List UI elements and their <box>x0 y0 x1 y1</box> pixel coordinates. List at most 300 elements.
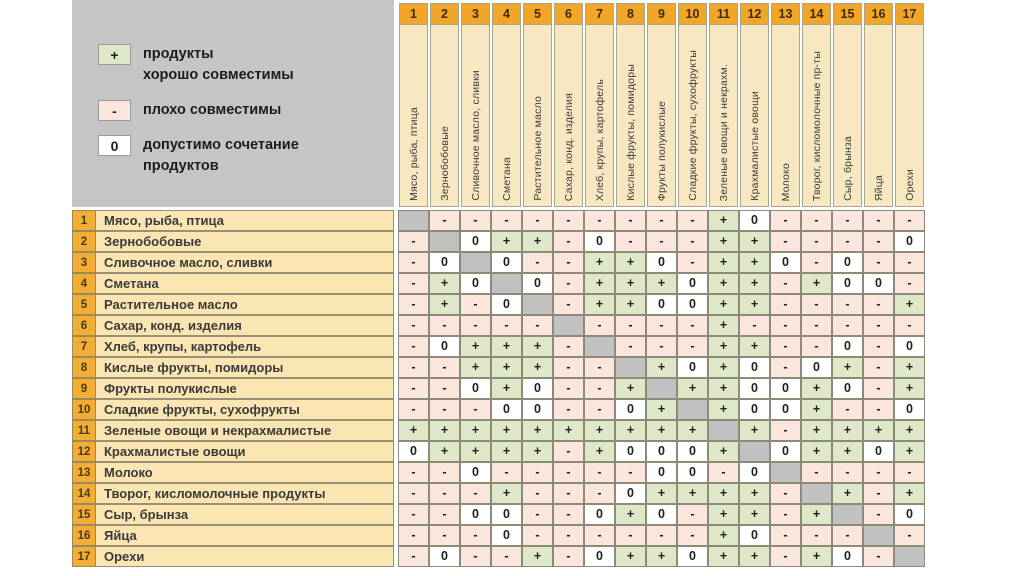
matrix-cell-r10-c3: - <box>460 399 491 420</box>
matrix-cell-r16-c11: + <box>708 525 739 546</box>
matrix-cell-r5-c6: - <box>553 294 584 315</box>
table-row-11 <box>72 420 925 441</box>
matrix-cell-r8-c9: + <box>646 357 677 378</box>
matrix-cell-r6-c1: - <box>398 315 429 336</box>
row-number: 11 <box>72 420 96 441</box>
row-number: 17 <box>72 546 96 567</box>
matrix-cell-r3-c15: 0 <box>832 252 863 273</box>
matrix-cell-r5-c15: - <box>832 294 863 315</box>
matrix-cell-r13-c7: - <box>584 462 615 483</box>
matrix-cell-r1-c12: 0 <box>739 210 770 231</box>
matrix-cell-r4-c17: - <box>894 273 925 294</box>
matrix-cell-r14-c15: + <box>832 483 863 504</box>
column-header-12 <box>739 0 770 207</box>
matrix-cell-r13-c13 <box>770 462 801 483</box>
matrix-cell-r7-c17: 0 <box>894 336 925 357</box>
matrix-cell-r6-c14: - <box>801 315 832 336</box>
column-number: 12 <box>741 4 768 25</box>
matrix-cell-r4-c11: + <box>708 273 739 294</box>
matrix-cell-r10-c7: - <box>584 399 615 420</box>
header-row <box>72 0 925 207</box>
column-header-7 <box>584 0 615 207</box>
matrix-cell-r15-c1: - <box>398 504 429 525</box>
table-row-9 <box>72 378 925 399</box>
food-compatibility-slide <box>72 0 925 567</box>
matrix-cell-r12-c11: + <box>708 441 739 462</box>
matrix-cell-r5-c5 <box>522 294 553 315</box>
matrix-cell-r7-c12: + <box>739 336 770 357</box>
matrix-cell-r15-c5: - <box>522 504 553 525</box>
row-number: 15 <box>72 504 96 525</box>
matrix-cell-r9-c11: + <box>708 378 739 399</box>
matrix-cell-r3-c12: + <box>739 252 770 273</box>
matrix-cell-r4-c1: - <box>398 273 429 294</box>
column-number: 10 <box>679 4 706 25</box>
matrix-cell-r14-c7: - <box>584 483 615 504</box>
matrix-cell-r11-c17: + <box>894 420 925 441</box>
matrix-cell-r5-c13: - <box>770 294 801 315</box>
good-symbol-swatch: + <box>98 44 131 65</box>
matrix-cell-r17-c6: - <box>553 546 584 567</box>
matrix-cell-r17-c8: + <box>615 546 646 567</box>
matrix-cell-r8-c5: + <box>522 357 553 378</box>
matrix-cell-r6-c6 <box>553 315 584 336</box>
row-number: 4 <box>72 273 96 294</box>
matrix-cell-r10-c4: 0 <box>491 399 522 420</box>
matrix-cell-r14-c10: + <box>677 483 708 504</box>
matrix-cell-r16-c4: 0 <box>491 525 522 546</box>
matrix-cell-r14-c2: - <box>429 483 460 504</box>
row-number: 10 <box>72 399 96 420</box>
table-row-5 <box>72 294 925 315</box>
matrix-cell-r17-c17 <box>894 546 925 567</box>
row-label: Сладкие фрукты, сухофрукты <box>96 399 394 420</box>
matrix-cell-r12-c7: + <box>584 441 615 462</box>
matrix-cell-r8-c16: - <box>863 357 894 378</box>
matrix-cell-r4-c7: + <box>584 273 615 294</box>
matrix-cell-r17-c13: - <box>770 546 801 567</box>
legend-item-good-label: продукты хорошо совместимы <box>143 46 294 83</box>
matrix-cell-r11-c3: + <box>460 420 491 441</box>
matrix-cell-r11-c8: + <box>615 420 646 441</box>
matrix-cell-r5-c9: 0 <box>646 294 677 315</box>
matrix-cell-r10-c11: + <box>708 399 739 420</box>
matrix-cell-r17-c10: 0 <box>677 546 708 567</box>
matrix-cell-r1-c1 <box>398 210 429 231</box>
matrix-cell-r12-c3: + <box>460 441 491 462</box>
table-row-10 <box>72 399 925 420</box>
column-label: Зеленые овощи и некрахм. <box>717 63 730 201</box>
matrix-cell-r17-c15: 0 <box>832 546 863 567</box>
matrix-cell-r9-c9 <box>646 378 677 399</box>
matrix-cell-r17-c16: - <box>863 546 894 567</box>
matrix-cell-r16-c17: - <box>894 525 925 546</box>
matrix-cell-r11-c10: + <box>677 420 708 441</box>
matrix-cell-r7-c1: - <box>398 336 429 357</box>
matrix-cell-r3-c14: - <box>801 252 832 273</box>
matrix-cell-r2-c9: - <box>646 231 677 252</box>
bad-symbol-swatch: - <box>98 100 131 121</box>
matrix-cell-r6-c11: + <box>708 315 739 336</box>
matrix-cell-r2-c15: - <box>832 231 863 252</box>
matrix-cell-r1-c11: + <box>708 210 739 231</box>
matrix-cell-r1-c4: - <box>491 210 522 231</box>
table-row-6 <box>72 315 925 336</box>
matrix-cell-r6-c5: - <box>522 315 553 336</box>
matrix-cell-r1-c14: - <box>801 210 832 231</box>
column-header-1 <box>398 0 429 207</box>
matrix-cell-r8-c13: - <box>770 357 801 378</box>
matrix-cell-r14-c8: 0 <box>615 483 646 504</box>
row-label: Зернобобовые <box>96 231 394 252</box>
matrix-cell-r15-c12: + <box>739 504 770 525</box>
matrix-cell-r14-c12: + <box>739 483 770 504</box>
table-row-14 <box>72 483 925 504</box>
matrix-cell-r13-c10: 0 <box>677 462 708 483</box>
matrix-cell-r6-c10: - <box>677 315 708 336</box>
matrix-cell-r7-c4: + <box>491 336 522 357</box>
table-row-2 <box>72 231 925 252</box>
matrix-cell-r4-c8: + <box>615 273 646 294</box>
column-label: Зернобобовые <box>438 126 451 201</box>
matrix-cell-r16-c2: - <box>429 525 460 546</box>
matrix-cell-r2-c12: + <box>739 231 770 252</box>
row-label: Растительное масло <box>96 294 394 315</box>
column-number: 16 <box>865 4 892 25</box>
column-number: 11 <box>710 4 737 25</box>
matrix-cell-r8-c14: 0 <box>801 357 832 378</box>
table-row-12 <box>72 441 925 462</box>
matrix-cell-r17-c3: - <box>460 546 491 567</box>
matrix-cell-r9-c6: - <box>553 378 584 399</box>
matrix-cell-r17-c12: + <box>739 546 770 567</box>
row-number: 2 <box>72 231 96 252</box>
column-header-14 <box>801 0 832 207</box>
matrix-cell-r2-c16: - <box>863 231 894 252</box>
matrix-cell-r8-c15: + <box>832 357 863 378</box>
matrix-cell-r3-c8: + <box>615 252 646 273</box>
matrix-cell-r3-c1: - <box>398 252 429 273</box>
matrix-cell-r2-c10: - <box>677 231 708 252</box>
matrix-cell-r3-c17: - <box>894 252 925 273</box>
matrix-cell-r14-c6: - <box>553 483 584 504</box>
column-label: Хлеб, крупы, картофель <box>593 78 606 201</box>
matrix-cell-r4-c13: - <box>770 273 801 294</box>
row-label: Кислые фрукты, помидоры <box>96 357 394 378</box>
matrix-cell-r4-c12: + <box>739 273 770 294</box>
matrix-cell-r7-c5: + <box>522 336 553 357</box>
matrix-cell-r16-c6: - <box>553 525 584 546</box>
matrix-cell-r6-c7: - <box>584 315 615 336</box>
matrix-cell-r15-c8: + <box>615 504 646 525</box>
matrix-cell-r1-c2: - <box>429 210 460 231</box>
column-label: Сладкие фрукты, сухофрукты <box>686 50 699 201</box>
matrix-cell-r12-c13: 0 <box>770 441 801 462</box>
matrix-cell-r12-c9: 0 <box>646 441 677 462</box>
matrix-cell-r16-c8: - <box>615 525 646 546</box>
matrix-cell-r16-c1: - <box>398 525 429 546</box>
matrix-cell-r3-c16: - <box>863 252 894 273</box>
column-label: Фрукты полукислые <box>655 100 668 201</box>
matrix-cell-r2-c7: 0 <box>584 231 615 252</box>
matrix-cell-r9-c12: 0 <box>739 378 770 399</box>
legend-item-neutral <box>98 135 394 177</box>
matrix-cell-r15-c9: 0 <box>646 504 677 525</box>
matrix-cell-r12-c14: + <box>801 441 832 462</box>
matrix-cell-r1-c5: - <box>522 210 553 231</box>
matrix-cell-r1-c9: - <box>646 210 677 231</box>
matrix-cell-r5-c3: - <box>460 294 491 315</box>
matrix-cell-r9-c3: 0 <box>460 378 491 399</box>
matrix-cell-r1-c6: - <box>553 210 584 231</box>
matrix-cell-r11-c13: - <box>770 420 801 441</box>
matrix-cell-r5-c11: + <box>708 294 739 315</box>
matrix-cell-r11-c5: + <box>522 420 553 441</box>
matrix-cell-r15-c10: - <box>677 504 708 525</box>
matrix-cell-r12-c5: + <box>522 441 553 462</box>
matrix-cell-r11-c6: + <box>553 420 584 441</box>
matrix-cell-r15-c7: 0 <box>584 504 615 525</box>
matrix-cell-r13-c11: - <box>708 462 739 483</box>
matrix-cell-r13-c2: - <box>429 462 460 483</box>
matrix-cell-r5-c8: + <box>615 294 646 315</box>
row-label: Сметана <box>96 273 394 294</box>
matrix-cell-r4-c3: 0 <box>460 273 491 294</box>
matrix-cell-r1-c17: - <box>894 210 925 231</box>
matrix-cell-r12-c10: 0 <box>677 441 708 462</box>
matrix-cell-r1-c3: - <box>460 210 491 231</box>
legend-item-bad-label: плохо совместимы <box>143 102 282 118</box>
matrix-cell-r11-c4: + <box>491 420 522 441</box>
matrix-cell-r16-c3: - <box>460 525 491 546</box>
row-number: 9 <box>72 378 96 399</box>
matrix-cell-r12-c15: + <box>832 441 863 462</box>
matrix-cell-r9-c17: + <box>894 378 925 399</box>
matrix-cell-r17-c7: 0 <box>584 546 615 567</box>
matrix-cell-r8-c2: - <box>429 357 460 378</box>
matrix-cell-r11-c16: + <box>863 420 894 441</box>
column-header-9 <box>646 0 677 207</box>
matrix-cell-r17-c9: + <box>646 546 677 567</box>
matrix-cell-r15-c2: - <box>429 504 460 525</box>
matrix-cell-r2-c5: + <box>522 231 553 252</box>
row-label: Яйца <box>96 525 394 546</box>
table-row-1 <box>72 210 925 231</box>
matrix-cell-r3-c13: 0 <box>770 252 801 273</box>
matrix-cell-r9-c15: 0 <box>832 378 863 399</box>
neutral-symbol-swatch: 0 <box>98 135 131 156</box>
matrix-cell-r7-c11: + <box>708 336 739 357</box>
column-number: 7 <box>586 4 613 25</box>
column-header-6 <box>553 0 584 207</box>
compatibility-table <box>72 0 925 567</box>
matrix-cell-r10-c6: - <box>553 399 584 420</box>
matrix-cell-r1-c15: - <box>832 210 863 231</box>
matrix-cell-r12-c4: + <box>491 441 522 462</box>
legend-panel <box>72 0 394 207</box>
column-number: 13 <box>772 4 799 25</box>
matrix-cell-r10-c15: - <box>832 399 863 420</box>
column-header-17 <box>894 0 925 207</box>
column-label: Крахмалистые овощи <box>748 91 761 201</box>
matrix-cell-r6-c15: - <box>832 315 863 336</box>
row-number: 8 <box>72 357 96 378</box>
table-row-16 <box>72 525 925 546</box>
matrix-cell-r6-c8: - <box>615 315 646 336</box>
matrix-cell-r3-c4: 0 <box>491 252 522 273</box>
column-header-8 <box>615 0 646 207</box>
matrix-cell-r14-c3: - <box>460 483 491 504</box>
column-label: Орехи <box>903 169 916 201</box>
matrix-cell-r9-c1: - <box>398 378 429 399</box>
matrix-cell-r3-c6: - <box>553 252 584 273</box>
matrix-cell-r14-c14 <box>801 483 832 504</box>
matrix-cell-r11-c14: + <box>801 420 832 441</box>
matrix-cell-r3-c2: 0 <box>429 252 460 273</box>
matrix-cell-r9-c5: 0 <box>522 378 553 399</box>
matrix-cell-r10-c16: - <box>863 399 894 420</box>
matrix-cell-r3-c7: + <box>584 252 615 273</box>
matrix-cell-r3-c9: 0 <box>646 252 677 273</box>
matrix-cell-r2-c17: 0 <box>894 231 925 252</box>
row-label: Творог, кисломолочные продукты <box>96 483 394 504</box>
table-row-15 <box>72 504 925 525</box>
matrix-cell-r5-c16: - <box>863 294 894 315</box>
matrix-cell-r10-c12: 0 <box>739 399 770 420</box>
column-number: 14 <box>803 4 830 25</box>
matrix-cell-r10-c17: 0 <box>894 399 925 420</box>
matrix-cell-r9-c14: + <box>801 378 832 399</box>
matrix-cell-r1-c8: - <box>615 210 646 231</box>
matrix-cell-r13-c9: 0 <box>646 462 677 483</box>
matrix-cell-r8-c11: + <box>708 357 739 378</box>
column-label: Мясо, рыба, птица <box>407 107 420 201</box>
matrix-cell-r11-c9: + <box>646 420 677 441</box>
column-header-4 <box>491 0 522 207</box>
matrix-cell-r6-c9: - <box>646 315 677 336</box>
matrix-cell-r8-c1: - <box>398 357 429 378</box>
row-number: 1 <box>72 210 96 231</box>
matrix-cell-r12-c8: 0 <box>615 441 646 462</box>
table-row-4 <box>72 273 925 294</box>
table-row-7 <box>72 336 925 357</box>
row-number: 16 <box>72 525 96 546</box>
matrix-cell-r15-c17: 0 <box>894 504 925 525</box>
matrix-cell-r16-c16 <box>863 525 894 546</box>
matrix-cell-r6-c17: - <box>894 315 925 336</box>
matrix-cell-r5-c1: - <box>398 294 429 315</box>
column-header-5 <box>522 0 553 207</box>
column-header-3 <box>460 0 491 207</box>
row-label: Зеленые овощи и некрахмалистые <box>96 420 394 441</box>
matrix-cell-r11-c15: + <box>832 420 863 441</box>
column-header-10 <box>677 0 708 207</box>
row-label: Крахмалистые овощи <box>96 441 394 462</box>
matrix-cell-r14-c17: + <box>894 483 925 504</box>
matrix-cell-r16-c10: - <box>677 525 708 546</box>
row-label: Сыр, брынза <box>96 504 394 525</box>
matrix-cell-r15-c4: 0 <box>491 504 522 525</box>
matrix-cell-r3-c10: - <box>677 252 708 273</box>
matrix-cell-r9-c2: - <box>429 378 460 399</box>
matrix-cell-r2-c2 <box>429 231 460 252</box>
matrix-cell-r4-c9: + <box>646 273 677 294</box>
matrix-cell-r15-c16: - <box>863 504 894 525</box>
matrix-cell-r13-c14: - <box>801 462 832 483</box>
matrix-cell-r14-c13: - <box>770 483 801 504</box>
matrix-cell-r16-c13: - <box>770 525 801 546</box>
matrix-cell-r7-c14: - <box>801 336 832 357</box>
matrix-cell-r9-c16: - <box>863 378 894 399</box>
matrix-cell-r13-c1: - <box>398 462 429 483</box>
column-header-13 <box>770 0 801 207</box>
matrix-cell-r7-c8: - <box>615 336 646 357</box>
matrix-cell-r13-c3: 0 <box>460 462 491 483</box>
matrix-cell-r15-c14: + <box>801 504 832 525</box>
matrix-cell-r8-c10: 0 <box>677 357 708 378</box>
matrix-cell-r6-c12: - <box>739 315 770 336</box>
matrix-cell-r12-c17: + <box>894 441 925 462</box>
matrix-cell-r14-c4: + <box>491 483 522 504</box>
matrix-cell-r9-c4: + <box>491 378 522 399</box>
matrix-cell-r10-c9: + <box>646 399 677 420</box>
matrix-cell-r11-c1: + <box>398 420 429 441</box>
matrix-cell-r11-c12: + <box>739 420 770 441</box>
row-number: 13 <box>72 462 96 483</box>
matrix-cell-r5-c17: + <box>894 294 925 315</box>
matrix-cell-r8-c3: + <box>460 357 491 378</box>
matrix-cell-r7-c7 <box>584 336 615 357</box>
matrix-cell-r15-c6: - <box>553 504 584 525</box>
row-label: Молоко <box>96 462 394 483</box>
matrix-cell-r17-c1: - <box>398 546 429 567</box>
matrix-cell-r13-c5: - <box>522 462 553 483</box>
matrix-cell-r5-c2: + <box>429 294 460 315</box>
matrix-cell-r13-c6: - <box>553 462 584 483</box>
matrix-cell-r17-c5: + <box>522 546 553 567</box>
matrix-cell-r7-c10: - <box>677 336 708 357</box>
row-label: Орехи <box>96 546 394 567</box>
matrix-cell-r5-c7: + <box>584 294 615 315</box>
matrix-cell-r15-c15 <box>832 504 863 525</box>
legend-item-neutral-label: допустимо сочетание продуктов <box>143 137 299 174</box>
matrix-cell-r13-c15: - <box>832 462 863 483</box>
matrix-cell-r16-c7: - <box>584 525 615 546</box>
column-number: 9 <box>648 4 675 25</box>
matrix-cell-r2-c6: - <box>553 231 584 252</box>
matrix-cell-r9-c7: - <box>584 378 615 399</box>
column-label: Растительное масло <box>531 96 544 201</box>
matrix-cell-r15-c11: + <box>708 504 739 525</box>
matrix-cell-r2-c14: - <box>801 231 832 252</box>
matrix-cell-r13-c4: - <box>491 462 522 483</box>
matrix-cell-r4-c14: + <box>801 273 832 294</box>
row-label: Хлеб, крупы, картофель <box>96 336 394 357</box>
matrix-cell-r16-c14: - <box>801 525 832 546</box>
matrix-cell-r4-c15: 0 <box>832 273 863 294</box>
matrix-cell-r2-c3: 0 <box>460 231 491 252</box>
column-label: Творог, кисломолочные пр-ты <box>810 50 823 201</box>
matrix-cell-r16-c12: 0 <box>739 525 770 546</box>
matrix-cell-r4-c10: 0 <box>677 273 708 294</box>
matrix-cell-r14-c9: + <box>646 483 677 504</box>
column-label: Сливочное масло, сливки <box>469 70 482 201</box>
legend-item-good <box>98 44 394 86</box>
matrix-cell-r2-c13: - <box>770 231 801 252</box>
matrix-cell-r10-c10 <box>677 399 708 420</box>
table-row-8 <box>72 357 925 378</box>
column-number: 17 <box>896 4 923 25</box>
